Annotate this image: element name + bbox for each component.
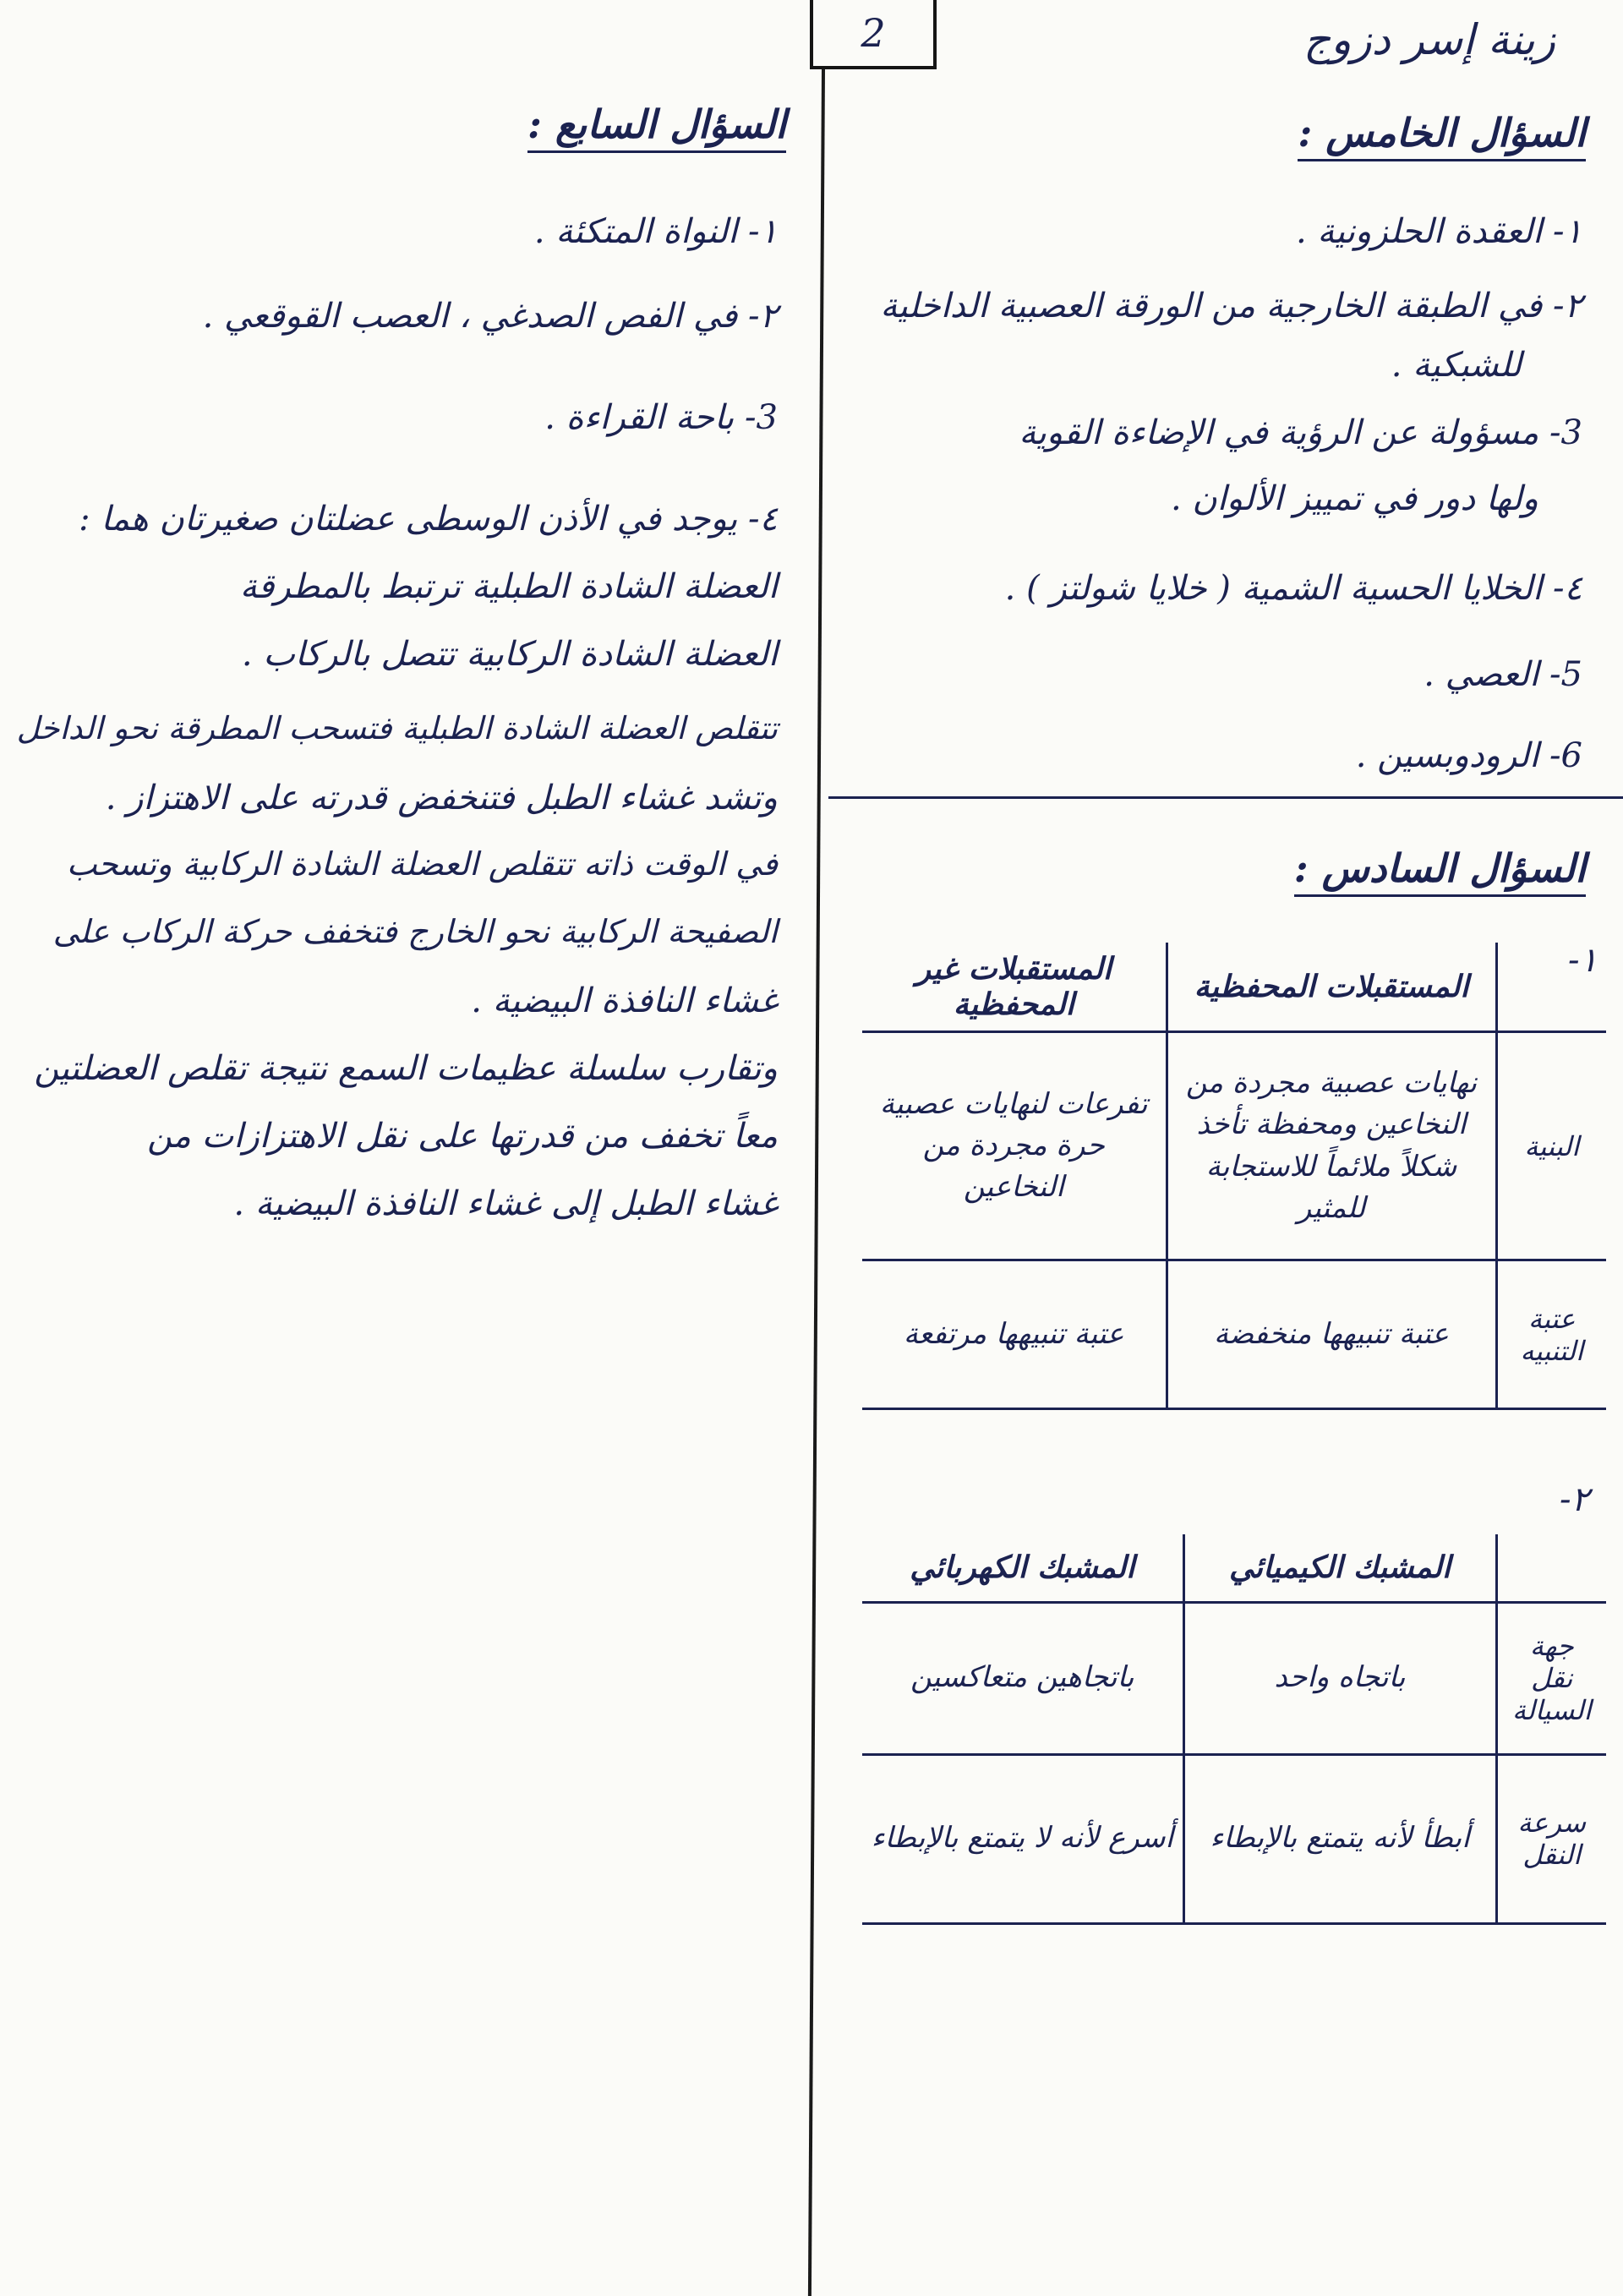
q5-answer-5: 5- العصي . xyxy=(1424,655,1582,694)
q7-answer-4-line: العضلة الشادة الركابية تتصل بالركاب . xyxy=(241,635,778,674)
q7-answer-3: 3- باحة القراءة . xyxy=(544,398,778,437)
q7-answer-4-line: غشاء الطبل إلى غشاء النافذة البيضية . xyxy=(233,1184,778,1223)
table-corner xyxy=(1496,943,1606,1032)
page-number: 2 xyxy=(861,10,886,56)
q7-answer-4-line: الصفيحة الركابية نحو الخارج فتخفف حركة الركاب على xyxy=(52,913,778,950)
q7-answer-4-line: غشاء النافذة البيضية . xyxy=(471,981,778,1020)
table-cell: تفرعات لنهايات عصبية حرة مجردة من النخاعين xyxy=(862,1032,1167,1260)
page-number-box xyxy=(810,0,937,69)
q6-table-synapses xyxy=(862,1534,1606,1925)
table-cell: أسرع لأنه لا يتمتع بالإبطاء xyxy=(862,1754,1183,1923)
table-header: المستقبلات المحفظية xyxy=(1167,943,1496,1032)
q7-answer-2: ٢- في الفص الصدغي ، العصب القوقعي . xyxy=(202,297,778,336)
q6-part2-label: ٢- xyxy=(1560,1480,1589,1519)
table-corner xyxy=(1496,1534,1606,1602)
student-name: زينة إسر دزوج xyxy=(1303,15,1555,64)
q7-answer-1: ١- النواة المتكئة . xyxy=(533,212,778,251)
column-divider xyxy=(808,69,825,2296)
table-cell: باتجاه واحد xyxy=(1183,1602,1496,1754)
q6-part1-label: ١- xyxy=(1568,941,1598,980)
table-cell: عتبة تنبيهها مرتفعة xyxy=(862,1260,1167,1409)
q7-answer-4-line: تتقلص العضلة الشادة الطبلية فتسحب المطرقة نحو الداخل xyxy=(16,710,778,746)
table-row-head: جهة نقل السيالة xyxy=(1496,1602,1606,1754)
q5-title: السؤال الخامس : xyxy=(1298,110,1586,161)
q5-answer-1: ١- العقدة الحلزونية . xyxy=(1295,212,1582,251)
q5-answer-2: ٢- في الطبقة الخارجية من الورقة العصبية الداخلية xyxy=(880,287,1582,325)
q7-answer-4-line: في الوقت ذاته تتقلص العضلة الشادة الركابية وتسحب xyxy=(66,845,778,883)
table-cell: عتبة تنبيهها منخفضة xyxy=(1167,1260,1496,1409)
q5-answer-2-cont: للشبكية . xyxy=(1391,346,1522,385)
table-header: المشبك الكيميائي xyxy=(1183,1534,1496,1602)
q7-answer-4-line: وتقارب سلسلة عظيمات السمع نتيجة تقلص العضلتين xyxy=(34,1049,778,1088)
table-header: المستقبلات غير المحفظية xyxy=(862,943,1167,1032)
table-row-head: سرعة النقل xyxy=(1496,1754,1606,1923)
q6-title: السؤال السادس : xyxy=(1294,845,1586,897)
table-cell: أبطأ لأنه يتمتع بالإبطاء xyxy=(1183,1754,1496,1923)
q5-answer-4: ٤- الخلايا الحسية الشمية ( خلايا شولتز ) . xyxy=(1004,569,1582,608)
q7-answer-4-line: معاً تخفف من قدرتها على نقل الاهتزازات من xyxy=(147,1117,778,1156)
table-cell: نهايات عصبية مجردة من النخاعين ومحفظة تأخذ شكلاً ملائماً للاستجابة للمثير xyxy=(1167,1032,1496,1260)
table-row-head: البنية xyxy=(1496,1032,1606,1260)
q5-answer-3: 3- مسؤولة عن الرؤية في الإضاءة القوية xyxy=(1019,413,1582,452)
table-header: المشبك الكهربائي xyxy=(862,1534,1183,1602)
table-cell: باتجاهين متعاكسين xyxy=(862,1602,1183,1754)
table-row-head: عتبة التنبيه xyxy=(1496,1260,1606,1409)
q7-title: السؤال السابع : xyxy=(527,101,786,153)
q7-answer-4: ٤- يوجد في الأذن الوسطى عضلتان صغيرتان هما : xyxy=(79,500,778,538)
q7-answer-4-line: العضلة الشادة الطبلية ترتبط بالمطرقة xyxy=(239,567,778,606)
q6-table-receptors xyxy=(862,943,1606,1410)
section-separator xyxy=(828,796,1623,799)
q5-answer-3-cont: ولها دور في تمييز الألوان . xyxy=(1170,479,1538,518)
q5-answer-6: 6- الرودوبسين . xyxy=(1355,736,1582,775)
q7-answer-4-line: وتشد غشاء الطبل فتنخفض قدرته على الاهتزاز . xyxy=(105,779,778,817)
